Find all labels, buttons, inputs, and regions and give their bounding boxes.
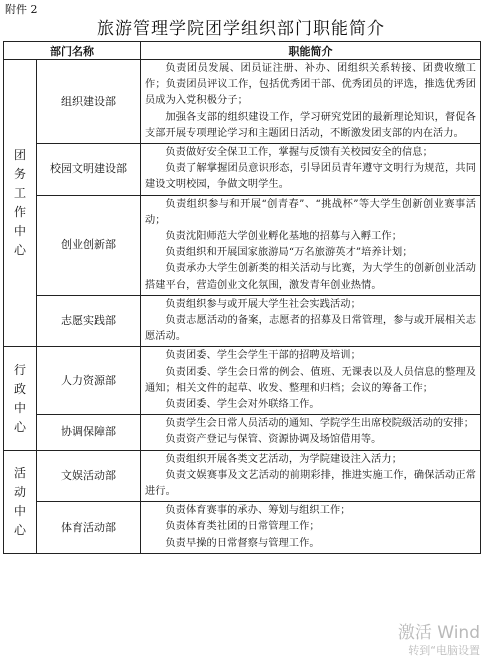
description-line: 负责文娱赛事及文艺活动的前期彩排，推进实施工作，确保活动正常进行。	[145, 469, 476, 498]
table-row	[4, 195, 481, 295]
dept-description	[141, 347, 481, 415]
center-name	[4, 450, 37, 553]
page-title: 旅游管理学院团学组织部门职能简介	[97, 19, 385, 39]
dept-description	[141, 415, 481, 450]
activation-watermark-hint: 转到“电脑设置	[408, 644, 480, 657]
description-line: 负责团委、学生会日常的例会、值班、无课表以及人员信息的整理及通知；相关文件的起草、收发、整理和归档；会议的筹备工作；	[145, 366, 476, 394]
attachment-label: 附件 2	[5, 3, 38, 16]
center-name-char: 工	[13, 186, 26, 201]
dept-description	[141, 60, 481, 144]
description-line: 负责承办大学生创新类的相关活动与比赛，为大学生的创新创业活动搭建平台，营造创业文化氛围，激发青年创业热情。	[145, 263, 476, 291]
dept-name: 校园文明建设部	[37, 144, 141, 196]
description-line: 负责了解掌握团员意识形态，引导团员青年遵守文明行为规范，共同建设文明校园，争做文明学生。	[145, 163, 476, 191]
table-row	[4, 60, 481, 144]
center-name-char: 心	[13, 243, 26, 258]
description-line: 负责资产登记与保管、资源协调及场馆借用等。	[165, 434, 382, 446]
dept-description	[141, 295, 481, 347]
table-row	[4, 415, 481, 450]
center-name	[4, 347, 37, 450]
description-line: 负责体育赛事的承办、筹划与组织工作；	[165, 505, 351, 517]
dept-description	[141, 144, 481, 196]
functions-table	[3, 41, 481, 554]
dept-name: 组织建设部	[37, 60, 141, 144]
dept-description	[141, 450, 481, 502]
description-line: 负责团委、学生会对外联络工作。	[165, 399, 320, 411]
description-line: 负责组织参与和开展“创青春”、“挑战杯”等大学生创新创业赛事活动；	[145, 198, 476, 226]
table-row	[4, 347, 481, 415]
activation-watermark: 激活 Wind	[397, 623, 480, 643]
description-line: 负责组织参与或开展大学生社会实践活动；	[165, 298, 361, 310]
description-line: 负责沈阳师范大学创业孵化基地的招募与入孵工作；	[165, 231, 403, 243]
dept-name: 文娱活动部	[37, 450, 141, 502]
dept-name: 志愿实践部	[37, 295, 141, 347]
center-name-char: 动	[13, 484, 26, 499]
table-row	[4, 502, 481, 554]
table-row	[4, 295, 481, 347]
header-dept: 部门名称	[4, 42, 141, 60]
center-name-char: 务	[13, 167, 26, 182]
dept-description	[141, 195, 481, 295]
description-line: 负责团员发展、团员证注册、补办、团组织关系转接、团费收缴工作；负责团员评议工作，包括优秀团干部、优秀团员的评选，推选优秀团员成为入党积极分子；	[145, 63, 476, 107]
description-line: 负责组织和开展国家旅游局“万名旅游英才”培养计划；	[165, 247, 413, 259]
center-name-char: 心	[13, 419, 26, 434]
center-name-char: 行	[13, 362, 26, 377]
description-line: 负责体育类社团的日常管理工作；	[165, 521, 320, 533]
table-row	[4, 450, 481, 502]
table-row	[4, 144, 481, 196]
center-name	[4, 60, 37, 347]
description-line: 负责早操的日常督察与管理工作。	[165, 537, 320, 549]
dept-name: 创业创新部	[37, 195, 141, 295]
center-name-char: 中	[13, 400, 26, 415]
center-name-char: 政	[13, 381, 26, 396]
center-name-char: 心	[13, 522, 26, 537]
dept-name: 人力资源部	[37, 347, 141, 415]
table-header-row	[4, 42, 481, 60]
center-name-char: 中	[13, 224, 26, 239]
dept-description	[141, 502, 481, 554]
header-desc: 职能简介	[141, 42, 481, 60]
dept-name: 体育活动部	[37, 502, 141, 554]
description-line: 负责学生会日常人员活动的通知、学院学生出席校院级活动的安排；	[165, 418, 475, 430]
center-name-char: 活	[13, 465, 26, 480]
description-line: 加强各支部的组织建设工作，学习研究党团的最新理论知识，督促各支部开展专项理论学习和主题团日活动，不断激发团支部的内在活力。	[145, 111, 476, 139]
center-name-char: 作	[13, 205, 26, 220]
center-name-char: 中	[13, 503, 26, 518]
description-line: 负责志愿活动的备案，志愿者的招募及日常管理，参与或开展相关志愿活动。	[145, 315, 476, 343]
dept-name: 协调保障部	[37, 415, 141, 450]
center-name-char: 团	[13, 148, 26, 163]
description-line: 负责团委、学生会学生干部的招聘及培训；	[165, 350, 361, 362]
description-line: 负责做好安全保卫工作，掌握与反馈有关校园安全的信息；	[165, 147, 433, 159]
description-line: 负责组织开展各类文艺活动，为学院建设注入活力；	[165, 453, 403, 465]
